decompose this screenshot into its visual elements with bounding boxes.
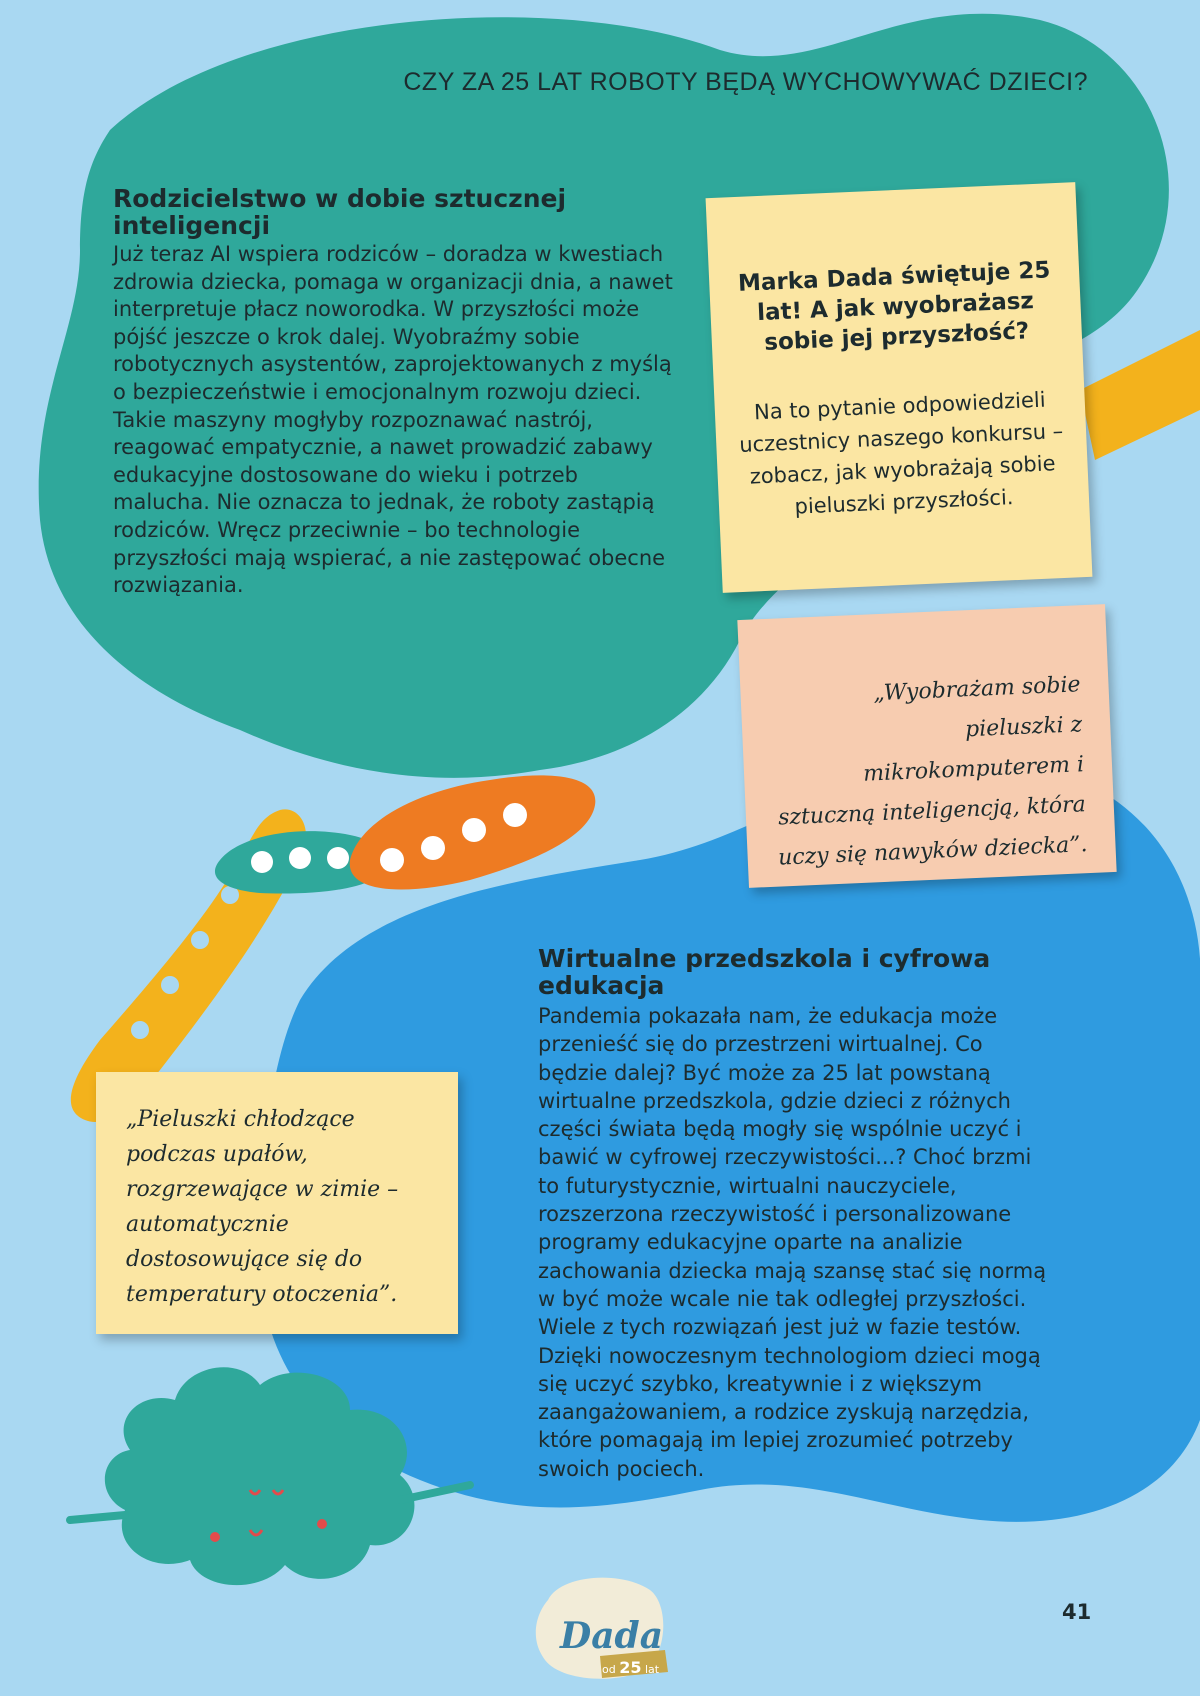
- section-ai-heading: Rodzicielstwo w dobie sztucznej inteligencji: [113, 184, 567, 240]
- logo-years: 25: [619, 1658, 642, 1677]
- orange-chain-link: [350, 775, 596, 889]
- logo-prefix: od: [602, 1663, 616, 1676]
- note-anniversary-body: Na to pytanie odpowiedzieli uczestnicy naszego konkursu – zobacz, jak wyobrażają sobie pieluszki przyszłości.: [738, 387, 1064, 519]
- section-virtual-heading: Wirtualne przedszkola i cyfrowa edukacja: [538, 944, 991, 1000]
- note-anniversary-heading: Marka Dada świętuje 25 lat! A jak wyobrażasz sobie jej przyszłość?: [737, 257, 1051, 356]
- yellow-stripe-right: [1080, 330, 1200, 460]
- note-anniversary: [706, 182, 1093, 593]
- section-ai-parenting: [113, 185, 673, 600]
- section-virtual-education: [538, 945, 1058, 1483]
- logo-suffix: lat: [644, 1663, 660, 1676]
- note-quote-ai: [737, 604, 1116, 888]
- note-quote-cooling: [96, 1072, 458, 1334]
- brand-logo: Dada: [560, 1615, 664, 1657]
- brand-logo-tagline: [602, 1658, 659, 1677]
- page-number: 41: [1062, 1600, 1092, 1624]
- page-header-title: CZY ZA 25 LAT ROBOTY BĘDĄ WYCHOWYWAĆ DZIECI?: [403, 68, 1088, 96]
- note-quote-ai-text: „Wyobrażam sobie pieluszki z mikrokomputerem i sztuczną inteligencją, która uczy się nawyków dziecka”.: [777, 672, 1088, 871]
- note-quote-cooling-text: „Pieluszki chłodzące podczas upałów, rozgrzewające w zimie – automatycznie dostosowujące się do temperatury otoczenia”.: [126, 1107, 399, 1307]
- section-ai-body: Już teraz AI wspiera rodziców – doradza w kwestiach zdrowia dziecka, pomaga w organizacji dnia, a nawet interpretuje płacz noworodka. W przyszłości może pójść jeszcze o krok dalej. Wyobraźmy sobie robotycznych asystentów, zaprojektowanych z myślą o bezpieczeństwie i emocjonalnym rozwoju dzieci. Takie maszyny mogłyby rozpoznawać nastrój, reagować empatycznie, a nawet prowadzić zabawy edukacyjne dostosowane do wieku i potrzeb malucha. Nie oznacza to jednak, że roboty zastąpią rodziców. Wręcz przeciwnie – bo technologie przyszłości mają wspierać, a nie zastępować obecne rozwiązania.: [113, 242, 673, 598]
- section-virtual-body: Pandemia pokazała nam, że edukacja może przenieść się do przestrzeni wirtualnej. Co będzie dalej? Być może za 25 lat powstaną wirtualne przedszkola, gdzie dzieci z różnych części świata będą mogły się wspólnie uczyć i bawić w cyfrowej rzeczywistości...? Choć brzmi to futurystycznie, wirtualni nauczyciele, rozszerzona rzeczywistość i personalizowane programy edukacyjne oparte na analizie zachowania dziecka mają szansę stać się normą w być może wcale nie tak odległej przyszłości. Wiele z tych rozwiązań jest już w fazie testów. Dzięki nowoczesnym technologiom dzieci mogą się uczyć szybko, kreatywnie i z większym zaangażowaniem, a rodzice zyskują narzędzia, które pomagają im lepiej zrozumieć potrzeby swoich pociech.: [538, 1004, 1047, 1481]
